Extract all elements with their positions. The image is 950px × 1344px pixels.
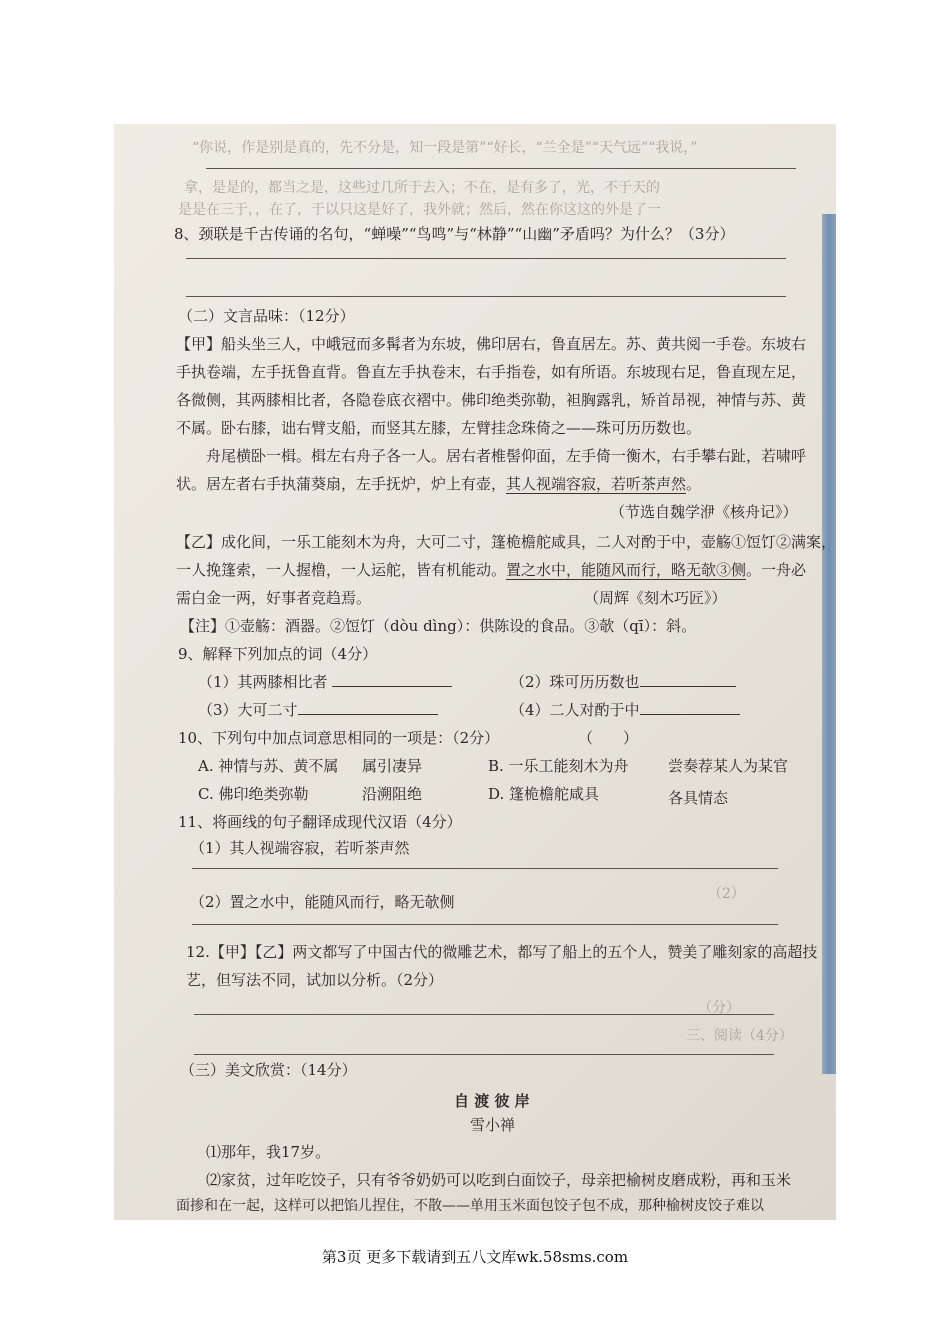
question-9-item-3-text: （3）大可二寸 <box>198 701 298 719</box>
article-paragraph-1: ⑴那年，我17岁。 <box>206 1143 331 1161</box>
question-11-sentence-2: （2）置之水中，能随风而行，略无欹侧 <box>190 893 455 911</box>
question-11-title: 11、将画线的句子翻译成现代汉语（4分） <box>178 813 462 831</box>
answer-line <box>194 1054 774 1055</box>
passage-yi-line-3: 需白金一两，好事者竞趋焉。 <box>176 589 372 607</box>
answer-line <box>206 168 796 169</box>
question-11-sentence-1: （1）其人视端容寂，若听茶声然 <box>190 839 410 857</box>
passage-jia-source: （节选自魏学洢《核舟记》） <box>610 503 798 521</box>
passage-yi-line-2-end: 。一舟必 <box>746 561 807 579</box>
underlined-sentence-1: 其人视端容寂，若听茶声然 <box>506 475 687 493</box>
question-9-item-3 <box>198 700 438 720</box>
passage-yi-source: （周辉《刻木巧匠》） <box>584 589 727 607</box>
question-9-item-2-text: （2）珠可历历数也 <box>510 673 640 691</box>
answer-parentheses: （ ） <box>578 729 639 747</box>
question-9-item-1 <box>198 672 452 692</box>
passage-yi-line-2-text: 一人挽篷索，一人握橹，一人运舵，皆有机能动。 <box>176 561 507 579</box>
question-8: 8、颈联是千古传诵的名句，“蝉噪”“鸟鸣”与“林静”“山幽”矛盾吗？为什么？（3分） <box>174 225 735 243</box>
section-3-title: （三）美文欣赏：（14分） <box>180 1061 357 1079</box>
answer-blank <box>640 700 740 715</box>
question-9-item-2 <box>510 672 736 692</box>
option-c-right: 沿溯阻绝 <box>362 785 423 803</box>
option-a-left: A. 神情与苏、黄不属 <box>198 757 339 775</box>
answer-line <box>192 868 778 869</box>
question-9-item-4-text: （4）二人对酌于中 <box>510 701 640 719</box>
option-a-right: 属引凄异 <box>362 757 423 775</box>
bleed-through-right-1: （分） <box>698 1000 740 1016</box>
section-2-title: （二）文言品味：（12分） <box>178 307 355 325</box>
passage-jia-line-5: 舟尾横卧一楫。楫左右舟子各一人。居右者椎髻仰面，左手倚一衡木，右手攀右趾，若啸呼 <box>206 447 807 465</box>
passage-jia-line-6-text: 状。居左者右手执蒲葵扇，左手抚炉，炉上有壶， <box>176 475 507 493</box>
question-12-line-1: 12.【甲】【乙】两文都写了中国古代的微雕艺术，都写了船上的五个人，赞美了雕刻家的高超技 <box>186 943 818 961</box>
passage-jia-line-1: 【甲】船头坐三人，中峨冠而多髯者为东坡，佛印居右，鲁直居左。苏、黄共阅一手卷。东坡右 <box>176 335 807 353</box>
annotation-note: 【注】①壶觞：酒器。②饾饤（dòu dìng）：供陈设的食品。③欹（qī）：斜。 <box>180 617 697 635</box>
article-paragraph-2: ⑵家贫，过年吃饺子，只有爷爷奶奶可以吃到白面饺子，母亲把榆树皮磨成粉，再和玉米 <box>206 1171 792 1189</box>
passage-jia-line-6-end: 。 <box>686 475 702 493</box>
article-paragraph-3: 面掺和在一起，这样可以把馅儿捏住，不散——单用玉米面包饺子包不成，那种榆树皮饺子难以 <box>176 1198 764 1214</box>
answer-blank <box>332 672 452 687</box>
option-d-left: D. 篷桅檐舵咸具 <box>488 785 600 803</box>
underlined-sentence-2: 置之水中，能随风而行，略无欹③侧 <box>506 561 747 579</box>
answer-line <box>194 1014 774 1015</box>
scanned-exam-photo <box>114 124 836 1220</box>
question-10-title: 10、下列句中加点词意思相同的一项是：（2分） <box>178 729 500 747</box>
option-c-left: C. 佛印绝类弥勒 <box>198 785 309 803</box>
answer-line <box>186 296 786 297</box>
option-d-right: 各具情态 <box>668 789 729 807</box>
question-9-title: 9、解释下列加点的词（4分） <box>178 645 378 663</box>
passage-jia-line-3: 各微侧，其两膝相比者，各隐卷底衣褶中。佛印绝类弥勒，袒胸露乳，矫首昂视，神情与苏、黄 <box>176 391 807 409</box>
passage-jia-line-6 <box>176 474 701 494</box>
answer-blank <box>298 700 438 715</box>
passage-yi-line-2 <box>176 560 806 580</box>
page-footer: 第3页 更多下载请到五八文库wk.58sms.com <box>321 1248 629 1266</box>
bleed-through-text-3: 是是在三于，，在了，于以只这是好了，我外就；然后，然在你这这的外是了一 <box>178 202 661 218</box>
bleed-through-right-3: 三、阅读（4分） <box>686 1028 793 1044</box>
passage-jia-line-4: 不属。卧右膝，诎右臂支船，而竖其左膝，左臂挂念珠倚之——珠可历历数也。 <box>176 419 702 437</box>
passage-jia-line-2: 手执卷端，左手抚鲁直背。鲁直左手执卷末，右手指卷，如有所语。东坡现右足，鲁直现左足， <box>176 363 807 381</box>
passage-yi-line-1: 【乙】成化间，一乐工能刻木为舟，大可二寸，篷桅檐舵咸具，二人对酌于中，壶觞①饾饤②满案， <box>176 533 836 551</box>
answer-line <box>192 924 778 925</box>
article-title: 自 渡 彼 岸 <box>454 1092 530 1110</box>
photo-edge-strip <box>822 214 836 1074</box>
bleed-through-text-2: 拿，是是的，都当之是，这些过几所于去入；不在，是有多了，光，不于天的 <box>184 180 660 196</box>
article-author: 雪小禅 <box>470 1116 516 1134</box>
answer-blank <box>640 672 736 687</box>
question-12-line-2: 艺，但写法不同，试加以分析。（2分） <box>186 971 444 989</box>
option-b-left: B. 一乐工能刻木为舟 <box>488 757 629 775</box>
question-9-item-1-text: （1）其两膝相比者 <box>198 673 328 691</box>
option-b-right: 尝奏荐某人为某官 <box>668 757 789 775</box>
question-9-item-4 <box>510 700 740 720</box>
bleed-through-text-1: “你说，作是别是真的，先不分是，知一段是第”“好长，“兰全是”“天气远”“我说，” <box>192 140 698 156</box>
bleed-through-right-2: （2） <box>708 886 745 902</box>
answer-line <box>186 258 786 259</box>
